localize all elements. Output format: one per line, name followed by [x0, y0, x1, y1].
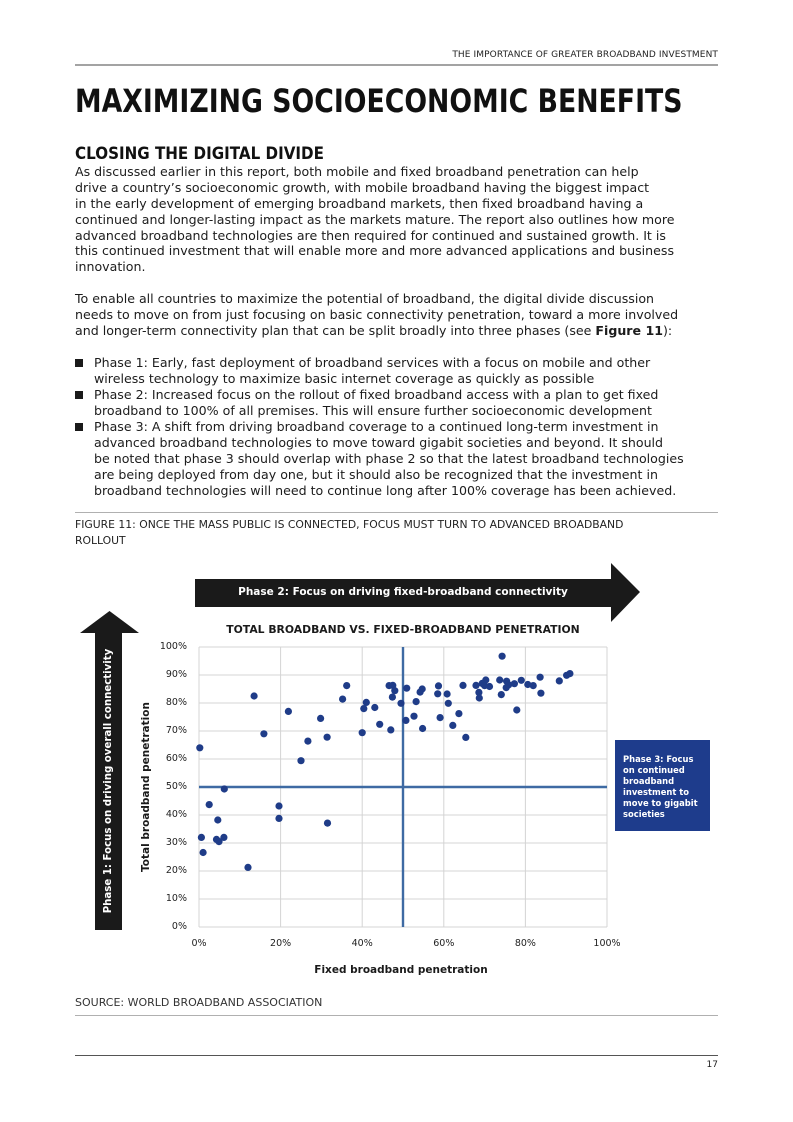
data-point	[198, 834, 205, 841]
x-tick-label: 40%	[351, 938, 373, 949]
y-tick-label: 90%	[165, 669, 187, 680]
data-point	[537, 674, 544, 681]
data-point	[449, 722, 456, 729]
x-tick-label: 0%	[191, 938, 207, 949]
data-point	[455, 710, 462, 717]
text-line: this continued investment that will enable more and more advanced applications and business	[75, 243, 675, 259]
data-point	[472, 682, 479, 689]
data-point	[275, 802, 282, 809]
phase-3-callout-box	[615, 740, 710, 831]
data-point	[518, 677, 525, 684]
data-point	[476, 694, 483, 701]
figure-reference: Figure 11	[595, 322, 663, 338]
data-point	[220, 834, 227, 841]
data-point	[445, 700, 452, 707]
text-line: advanced broadband technologies are then required for continued and sustained growth. It is	[75, 227, 666, 243]
text-line: drive a country’s socioeconomic growth, with mobile broadband having the biggest impact	[75, 179, 650, 195]
text-line: Phase 1: Early, fast deployment of broadband services with a focus on mobile and other	[94, 355, 651, 370]
data-point	[530, 682, 537, 689]
data-point	[371, 704, 378, 711]
data-point	[200, 849, 207, 856]
text-line: advanced broadband technologies to move toward gigabit societies and beyond. It should	[94, 435, 664, 450]
text-line: broadband to 100% of all premises. This will ensure further socioeconomic development	[94, 403, 652, 418]
data-point	[435, 682, 442, 689]
y-tick-label: 50%	[165, 781, 187, 792]
caption-line: ROLLOUT	[75, 534, 126, 547]
y-tick-label: 80%	[165, 697, 187, 708]
data-point	[556, 677, 563, 684]
phase-2-arrow-label: Phase 2: Focus on driving fixed-broadband connectivity	[238, 586, 568, 598]
y-tick-label: 20%	[165, 865, 187, 876]
text-line: wireless technology to maximize basic internet coverage as quickly as possible	[94, 371, 595, 386]
data-point	[221, 785, 228, 792]
callout-line: investment to	[623, 786, 690, 797]
text-line: To enable all countries to maximize the potential of broadband, the digital divide discussion	[75, 291, 655, 306]
text-line: As discussed earlier in this report, both mobile and fixed broadband penetration can help	[75, 164, 639, 179]
data-point	[304, 738, 311, 745]
data-point	[324, 734, 331, 741]
data-point	[410, 713, 417, 720]
data-point	[496, 676, 503, 683]
callout-line: societies	[623, 808, 665, 819]
data-point	[214, 816, 221, 823]
data-point	[359, 729, 366, 736]
text-segment: ):	[662, 322, 673, 338]
y-tick-label: 70%	[165, 725, 187, 736]
data-point	[437, 714, 444, 721]
x-axis-label: Fixed broadband penetration	[314, 964, 488, 976]
text-line: needs to move on from just focusing on basic connectivity penetration, toward a more involved	[75, 306, 679, 322]
chart-title: TOTAL BROADBAND VS. FIXED-BROADBAND PENETRATION	[226, 623, 580, 636]
data-point	[419, 685, 426, 692]
y-tick-label: 100%	[159, 641, 187, 652]
callout-line: move to gigabit	[623, 797, 698, 808]
y-axis-label: Total broadband penetration	[140, 702, 152, 872]
page-title: MAXIMIZING SOCIOECONOMIC BENEFITS	[75, 82, 683, 120]
data-point	[444, 690, 451, 697]
data-point	[419, 725, 426, 732]
page-number: 17	[706, 1060, 718, 1070]
data-point	[206, 801, 213, 808]
data-point	[275, 815, 282, 822]
data-point	[513, 706, 520, 713]
y-tick-label: 0%	[171, 921, 187, 932]
y-tick-label: 60%	[165, 753, 187, 764]
data-point	[363, 699, 370, 706]
data-point	[503, 684, 510, 691]
data-point	[498, 691, 505, 698]
data-point	[511, 680, 518, 687]
text-line: are being deployed from day one, but it should also be recognized that the investment in	[94, 467, 658, 482]
phase-3-callout-text	[623, 754, 698, 820]
data-point	[413, 698, 420, 705]
scatter-plot-area	[199, 647, 608, 928]
data-point	[360, 705, 367, 712]
callout-line: broadband	[623, 775, 675, 786]
data-point	[537, 690, 544, 697]
text-segment: and longer-term connectivity plan that can be split broadly into three phases (see	[75, 322, 596, 338]
data-point	[317, 715, 324, 722]
x-tick-label: 60%	[433, 938, 455, 949]
text-line: Phase 2: Increased focus on the rollout of fixed broadband access with a plan to get fixed	[94, 387, 659, 402]
data-point	[260, 730, 267, 737]
text-line: be noted that phase 3 should overlap with phase 2 so that the latest broadband technologies	[94, 451, 684, 466]
data-point	[397, 700, 404, 707]
data-point	[462, 734, 469, 741]
caption-line: FIGURE 11: ONCE THE MASS PUBLIC IS CONNECTED, FOCUS MUST TURN TO ADVANCED BROADBAND	[75, 518, 624, 531]
data-point	[285, 708, 292, 715]
data-point	[244, 864, 251, 871]
data-points	[196, 653, 573, 871]
y-tick-label: 10%	[165, 893, 187, 904]
callout-line: on continued	[623, 764, 685, 775]
phase-1-arrow-label: Phase 1: Focus on driving overall connectivity	[102, 648, 114, 914]
data-point	[196, 744, 203, 751]
y-tick-label: 30%	[165, 837, 187, 848]
text-line: continued and longer-lasting impact as the markets mature. The report also outlines how more	[75, 211, 675, 227]
text-line: Phase 3: A shift from driving broadband coverage to a continued long-term investment in	[94, 419, 659, 434]
data-point	[297, 757, 304, 764]
data-point	[343, 682, 350, 689]
data-point	[499, 653, 506, 660]
running-header: THE IMPORTANCE OF GREATER BROADBAND INVESTMENT	[452, 50, 718, 60]
data-point	[486, 683, 493, 690]
data-point	[387, 726, 394, 733]
text-line: broadband technologies will need to continue long after 100% coverage has been achieved.	[94, 483, 677, 498]
data-point	[403, 685, 410, 692]
data-point	[391, 687, 398, 694]
footer-divider	[75, 1055, 718, 1056]
y-tick-label: 40%	[165, 809, 187, 820]
text-line: innovation.	[75, 259, 146, 275]
data-point	[324, 820, 331, 827]
data-point	[459, 682, 466, 689]
x-tick-label: 100%	[593, 938, 621, 949]
data-point	[402, 717, 409, 724]
x-tick-label: 80%	[514, 938, 536, 949]
data-point	[566, 670, 573, 677]
data-point	[434, 690, 441, 697]
section-heading: CLOSING THE DIGITAL DIVIDE	[75, 144, 324, 164]
data-point	[251, 692, 258, 699]
x-tick-label: 20%	[270, 938, 292, 949]
source-divider	[75, 1015, 718, 1016]
callout-line: Phase 3: Focus	[623, 753, 694, 764]
data-point	[376, 721, 383, 728]
text-line: in the early development of emerging broadband markets, then fixed broadband having a	[75, 195, 644, 211]
data-point	[389, 694, 396, 701]
data-point	[339, 696, 346, 703]
figure-source: SOURCE: WORLD BROADBAND ASSOCIATION	[75, 996, 323, 1009]
